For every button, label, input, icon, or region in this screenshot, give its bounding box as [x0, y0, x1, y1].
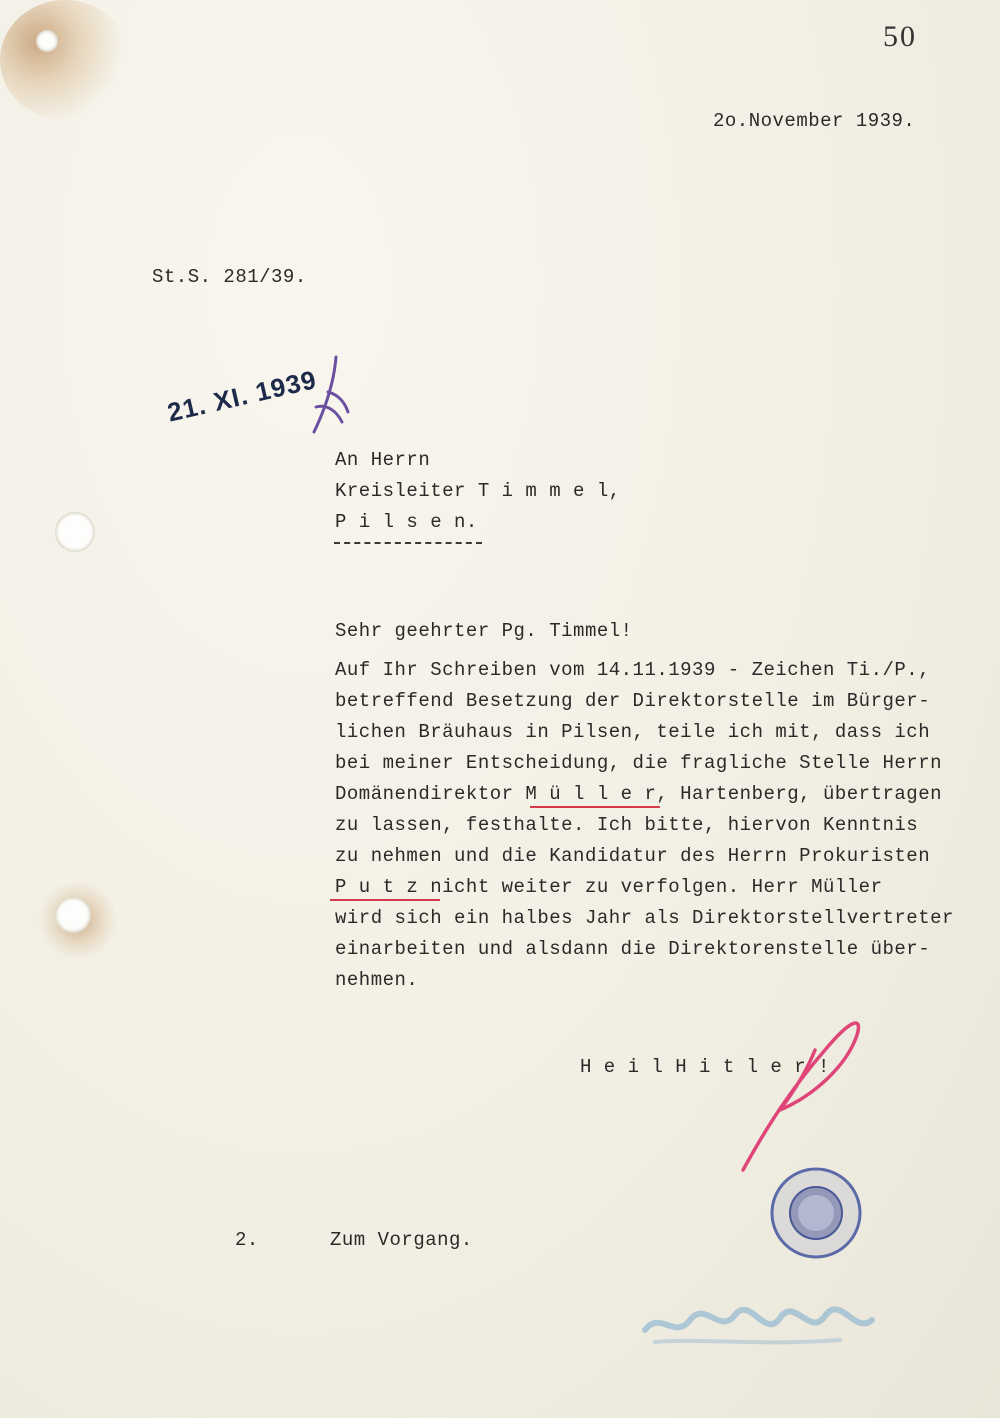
salutation: Sehr geehrter Pg. Timmel!: [335, 620, 633, 642]
body-line: Domänendirektor M ü l l e r, Hartenberg, übertragen: [335, 783, 942, 805]
burn-mark-top-left: [0, 0, 130, 120]
body-line: einarbeiten und alsdann die Direktorenstelle über-: [335, 938, 931, 960]
red-underline-putz: [330, 899, 440, 901]
letter-date: 2o.November 1939.: [713, 110, 916, 132]
round-office-stamp: [766, 1163, 866, 1263]
body-line: Auf Ihr Schreiben vom 14.11.1939 - Zeichen Ti./P.,: [335, 659, 931, 681]
body-line: betreffend Besetzung der Direktorstelle im Bürger-: [335, 690, 931, 712]
punch-hole-top: [36, 30, 58, 52]
body-line: zu lassen, festhalte. Ich bitte, hiervon Kenntnis: [335, 814, 919, 836]
punch-hole-bottom: [55, 897, 91, 933]
violet-initial-mark: [306, 352, 356, 442]
recipient-line-1: An Herrn: [335, 449, 431, 471]
red-underline-mueller: [530, 806, 660, 808]
signature-mark: [735, 1010, 865, 1180]
punch-hole-middle: [55, 512, 95, 552]
closing-greeting: H e i l H i t l e r !: [580, 1056, 830, 1078]
address-divider: [334, 542, 482, 544]
body-line: wird sich ein halbes Jahr als Direktorstellvertreter: [335, 907, 954, 929]
body-line: nehmen.: [335, 969, 419, 991]
faded-blue-handwriting: [640, 1280, 880, 1360]
body-line: bei meiner Entscheidung, die fragliche Stelle Herrn: [335, 752, 942, 774]
item-number: 2.: [235, 1229, 259, 1251]
page-number: 50: [883, 20, 917, 53]
reference-number: St.S. 281/39.: [152, 266, 307, 288]
body-line: P u t z nicht weiter zu verfolgen. Herr Müller: [335, 876, 883, 898]
body-line: zu nehmen und die Kandidatur des Herrn Prokuristen: [335, 845, 931, 867]
recipient-line-2: Kreisleiter T i m m e l,: [335, 480, 621, 502]
received-date-stamp: 21. XI. 1939: [164, 364, 320, 428]
body-line: lichen Bräuhaus in Pilsen, teile ich mit, dass ich: [335, 721, 931, 743]
item-text: Zum Vorgang.: [330, 1229, 473, 1251]
recipient-line-3: P i l s e n.: [335, 511, 478, 533]
